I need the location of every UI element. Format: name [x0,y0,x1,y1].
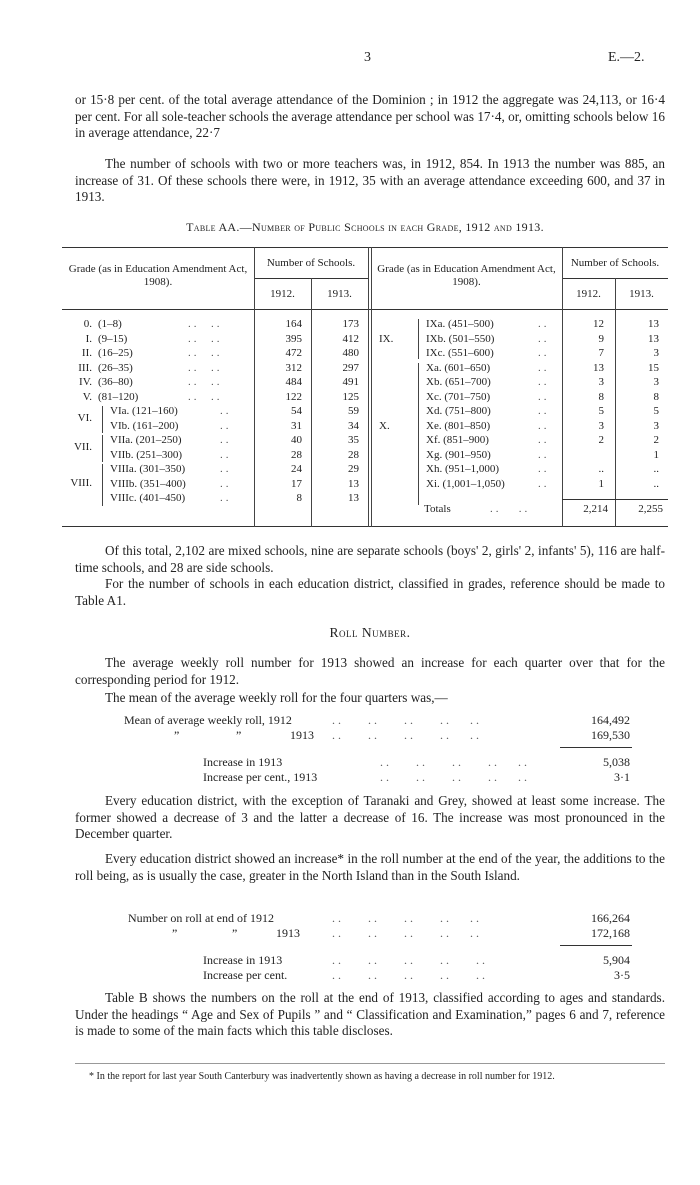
header-1912-right: 1912. [576,288,601,300]
grade-range: (16–25) [98,347,133,359]
grade-range: VIIIa. (301–350) [110,463,186,475]
paragraph-sole-teacher: or 15·8 per cent. of the total average attendance of the Dominion ; in 1912 the aggregate was 24,113, or 16·4 per cent. For all sole-teacher schools the average attendance per school was 17·4, or, omitting schools below 16 in average attendance, 22·7 [75,92,665,140]
stat-label: Increase per cent., 1913 [203,770,318,784]
total-1912: 2,214 [583,503,608,515]
grade-range: VIIa. (201–250) [110,434,182,446]
paragraph-district-increase: Every education district, with the exception of Taranaki and Grey, showed at least some increase. The former showed a decrease of 3 and the latter a decrease of 16. The increase was most pronounced in the December quarter. [75,793,665,841]
total-1913: 2,255 [638,503,663,515]
leader-dots: .. .. [188,318,223,330]
paragraph-mixed-schools: Of this total, 2,102 are mixed schools, nine are separate schools (boys' 2, girls' 2, infants' 5), 116 are half-time schools, and 28 are side schools. [75,543,665,575]
header-1912-left: 1912. [270,288,295,300]
header-1913-left: 1913. [327,288,352,300]
grade-range: Xh. (951–1,000) [426,463,500,475]
grade-label: 0. [83,318,92,330]
grade-range: Xe. (801–850) [426,419,491,432]
grade-range: (1–8) [98,318,122,330]
ditto-mark: ” [172,926,178,940]
leader-dots: .. .. [188,390,223,403]
value-1913: 3 [653,419,659,432]
stat-year: 1913 [276,926,300,940]
grade-label: I. [85,332,92,345]
value-1912: 9 [598,332,604,345]
stat-value: 166,264 [591,911,630,925]
value-1912: 2 [598,434,604,446]
brace [102,406,107,433]
leader-dots: .. .. .. .. .. [380,770,530,784]
brace [102,464,107,506]
grade-range: VIIIb. (351–400) [110,477,186,490]
grade-range: (26–35) [98,361,133,374]
value-1913: 491 [342,376,359,388]
value-1913: 29 [348,463,359,475]
leader-dots: .. .. [188,361,223,374]
value-1912: 484 [285,376,302,388]
value-1913: 13 [348,492,359,504]
stat-label: Increase per cent. [203,968,288,982]
value-1912: 3 [598,376,604,388]
leader-dots: .. [220,405,232,417]
value-1913: 5 [653,405,659,417]
leader-dots: .. [220,492,232,504]
leader-dots: .. [538,361,550,374]
grade-range: Xd. (751–800) [426,405,491,417]
roll-number-heading: Roll Number. [329,625,411,640]
grade-label: V. [82,390,92,403]
leader-dots: .. .. [188,332,223,345]
ditto-mark: ” [236,728,242,742]
leader-dots: .. [538,390,550,403]
leader-dots: .. .. .. .. .. [332,968,488,982]
leader-dots: .. [220,448,232,461]
value-1913: 480 [342,347,359,359]
value-1912: 28 [291,448,302,461]
value-1913: 8 [653,390,659,403]
leader-dots: .. .. .. .. .. [332,953,488,967]
value-1913: 13 [348,477,359,490]
grade-label: IV. [79,376,92,388]
value-1912: 472 [285,347,302,359]
header-1913-right: 1913. [629,288,654,300]
table-aa-title: Table AA.—Number of Public Schools in each Grade, 1912 and 1913. [186,220,544,234]
grade-range: (9–15) [98,332,128,345]
value-1912: 54 [291,405,302,417]
grade-range: Xb. (651–700) [426,376,491,388]
paragraph-end-of-year: Every education district showed an increase* in the roll number at the end of the year, the additions to the roll being, as is usually the case, greater in the North Island than in the South Island. [75,851,665,883]
leader-dots: .. .. .. .. .. [332,926,482,940]
grade-range: IXa. (451–500) [426,318,494,330]
leader-dots: .. [538,376,550,388]
value-1913: 13 [648,332,659,345]
value-1913: .. [653,463,659,475]
totals-label: Totals [424,503,451,515]
leader-dots: .. [538,347,550,359]
leader-dots: .. .. [188,347,223,359]
group-label-vii: VII. [73,441,92,453]
value-1912: 8 [296,492,302,504]
ditto-mark: ” [174,728,180,742]
value-1913: 35 [348,434,359,446]
footnote: * In the report for last year South Canterbury was inadvertently shown as having a decrease in roll number for 1912. [89,1071,555,1082]
value-1913: 15 [648,361,659,374]
value-1913: 412 [342,332,359,345]
leader-dots: .. [538,463,550,475]
leader-dots: .. .. .. .. .. [380,755,530,769]
leader-dots: .. [538,405,550,417]
stat-value: 169,530 [591,728,630,742]
group-label-vi: VI. [77,412,92,424]
stat-value: 5,038 [603,755,630,769]
value-1913: .. [653,477,659,490]
grade-range: VIa. (121–160) [110,405,178,417]
leader-dots: .. .. .. .. .. [332,911,482,925]
page-number: 3 [364,50,371,65]
grade-range: Xf. (851–900) [426,434,489,446]
value-1912: 312 [285,361,302,374]
ditto-mark: ” [232,926,238,940]
stat-value: 5,904 [603,953,630,967]
paragraph-reference-a1: For the number of schools in each education district, classified in grades, reference should be made to Table A1. [75,576,665,608]
leader-dots: .. .. .. .. .. [332,713,482,727]
value-1913: 34 [348,419,359,432]
value-1912: .. [598,463,604,475]
grade-range: (36–80) [98,376,133,388]
leader-dots: .. [538,448,550,461]
value-1912: 13 [593,361,604,374]
leader-dots: .. [538,434,550,446]
leader-dots: .. .. [490,503,531,515]
group-label-x: X. [379,419,390,432]
value-1913: 3 [653,347,659,359]
value-1913: 125 [342,390,359,403]
grade-label: III. [78,361,92,374]
stat-value: 3·5 [614,968,630,982]
leader-dots: .. [538,477,550,490]
value-1912: 1 [598,477,604,490]
value-1913: 28 [348,448,359,461]
stat-value: 172,168 [591,926,630,940]
leader-dots: .. [220,434,232,446]
value-1912: 7 [598,347,604,359]
stat-label: Number on roll at end of 1912 [128,911,274,925]
leader-dots: .. [538,419,550,432]
paragraph-table-b: Table B shows the numbers on the roll at the end of 1913, classified according to ages and standards. Under the headings “ Age and Sex of Pupils ” and “ Classification and Examination,” pages 6 and 7, reference is made to some of the main facts which this table discloses. [75,990,665,1038]
grade-range: VIIIc. (401–450) [110,492,186,504]
brace [418,319,423,359]
grade-range: Xa. (601–650) [426,361,491,374]
brace [102,435,107,462]
document-code: E.—2. [608,50,645,65]
leader-dots: .. .. [188,376,223,388]
leader-dots: .. [220,463,232,475]
header-grade-right: Grade (as in Education Amendment Act, 1908). [377,263,556,288]
value-1912: 8 [598,390,604,403]
stat-label: Mean of average weekly roll, 1912 [124,713,292,727]
header-grade-left: Grade (as in Education Amendment Act, 1908). [68,263,248,288]
grade-range: IXc. (551–600) [426,347,494,359]
stat-value: 164,492 [591,713,630,727]
value-1912: 164 [285,318,302,330]
grade-range: Xg. (901–950) [426,448,491,461]
stat-label: Increase in 1913 [203,953,283,967]
value-1912: 5 [598,405,604,417]
value-1912: 24 [291,463,302,475]
stat-value: 3·1 [614,770,630,784]
value-1913: 59 [348,405,359,417]
value-1912: 122 [285,390,302,403]
group-label-viii: VIII. [70,477,92,489]
stat-label: Increase in 1913 [203,755,283,769]
value-1913: 3 [653,376,659,388]
stat-year: 1913 [290,728,314,742]
grade-range: VIb. (161–200) [110,419,179,432]
grade-label: II. [81,347,92,359]
value-1912: 395 [285,332,302,345]
paragraph-two-teachers: The number of schools with two or more teachers was, in 1912, 854. In 1913 the number was 885, an increase of 31. Of these schools there were, in 1912, 35 with an average attendance exceeding 600, and 37 in 1913. [75,156,665,204]
brace [418,363,423,505]
grade-range: VIIb. (251–300) [110,448,183,461]
paragraph-weekly-roll: The average weekly roll number for 1913 showed an increase for each quarter over that for the corresponding period for 1912. [75,655,665,687]
value-1913: 1 [653,448,659,461]
value-1913: 13 [648,318,659,330]
group-label-ix: IX. [379,332,394,345]
grade-range: IXb. (501–550) [426,332,495,345]
value-1912: 40 [291,434,302,446]
value-1912: 12 [593,318,604,330]
header-number-left: Number of Schools. [266,257,356,269]
leader-dots: .. [220,477,232,490]
value-1912: 31 [291,419,302,432]
grade-range: (81–120) [98,390,139,403]
value-1912: 17 [291,477,302,490]
grade-range: Xc. (701–750) [426,390,491,403]
leader-dots: .. [538,332,550,345]
paragraph-mean-intro: The mean of the average weekly roll for the four quarters was,— [105,690,448,705]
value-1913: 2 [653,434,659,446]
value-1913: 297 [342,361,359,374]
value-1912: 3 [598,419,604,432]
grade-range: Xi. (1,001–1,050) [426,477,505,490]
leader-dots: .. [538,318,550,330]
header-number-right: Number of Schools. [570,257,660,269]
value-1913: 173 [342,318,359,330]
table-aa [62,247,668,527]
leader-dots: .. .. .. .. .. [332,728,482,742]
leader-dots: .. [220,419,232,432]
